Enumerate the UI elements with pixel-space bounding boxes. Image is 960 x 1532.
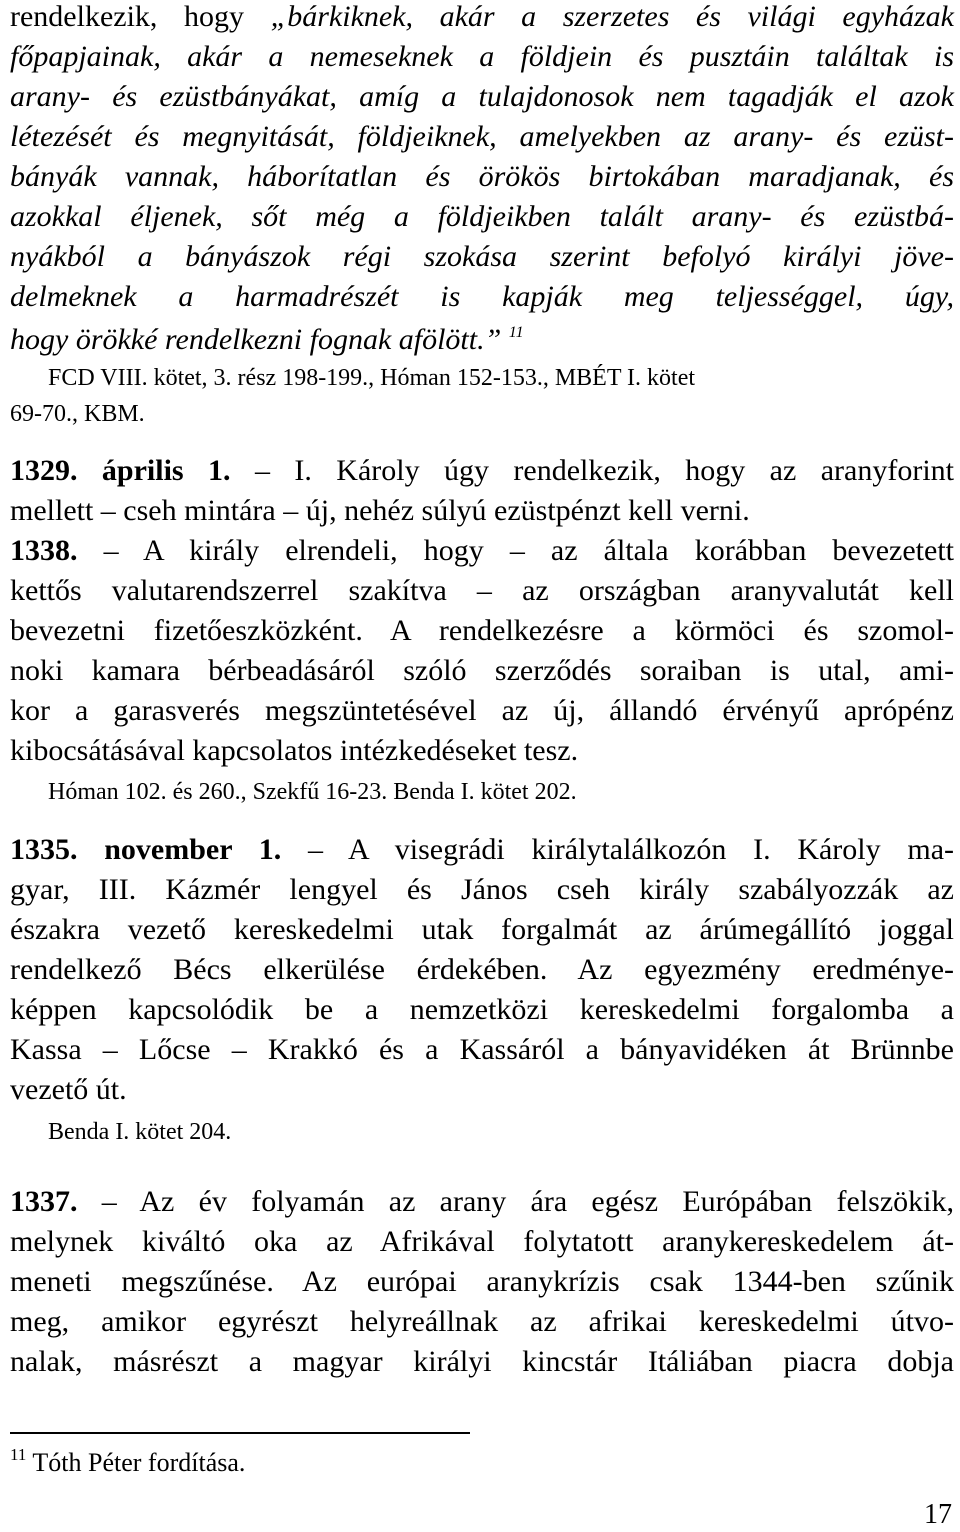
- footnote-number: 11: [10, 1445, 27, 1464]
- entry-line: meneti megszűnése. Az európai aranykrízis csak 1344-ben szűnik: [10, 1265, 954, 1298]
- entry-line: nalak, másrészt a magyar királyi kincstár Itáliában piacra dobja: [10, 1345, 954, 1378]
- entry-line: északra vezető kereskedelmi utak forgalmát az árúmegállító joggal: [10, 913, 954, 946]
- quote-line: [10, 0, 954, 37]
- entry-text: – A király elrendeli, hogy – az általa korábban bevezetett: [77, 534, 954, 567]
- quote-line: bányák vannak, háborítatlan és örökös birtokában maradjanak, és: [10, 160, 954, 193]
- entry-line: kor a garasverés megszüntetésével az új, állandó érvényű aprópénz: [10, 694, 954, 727]
- footnote-divider: [10, 1432, 470, 1434]
- reference-line: Benda I. kötet 204.: [48, 1119, 232, 1145]
- entry-line: mellett – cseh mintára – új, nehéz súlyú ezüstpénzt kell verni.: [10, 494, 750, 527]
- entry-date: 1337.: [10, 1185, 78, 1218]
- entry-line: [10, 1182, 954, 1222]
- entry-line: gyar, III. Kázmér lengyel és János cseh király szabályozzák az: [10, 873, 954, 906]
- entry-text: – I. Károly úgy rendelkezik, hogy az aranyforint: [230, 454, 955, 487]
- footnote-text: Tóth Péter fordítása.: [26, 1448, 246, 1477]
- entry-line: [10, 451, 954, 491]
- quote-line: azokkal éljenek, sőt még a földjeikben talált arany- és ezüstbá-: [10, 200, 954, 233]
- entry-line: meg, amikor egyrészt helyreállnak az afrikai kereskedelmi útvo-: [10, 1305, 954, 1338]
- footnote-marker: 11: [508, 324, 524, 341]
- entry-line: vezető út.: [10, 1073, 127, 1106]
- entry-line: bevezetni fizetőeszközként. A rendelkezésre a körmöci és szomol-: [10, 614, 954, 647]
- quote-line: delmeknek a harmadrészét is kapják meg teljességgel, úgy,: [10, 280, 954, 313]
- entry-date: 1329. április 1.: [10, 454, 231, 487]
- entry-line: kibocsátásával kapcsolatos intézkedéseket tesz.: [10, 734, 579, 767]
- quote-line: arany- és ezüstbányákat, amíg a tulajdonosok nem tagadják el azok: [10, 80, 954, 113]
- quote-prefix: rendelkezik, hogy: [10, 0, 271, 33]
- quote-text: „bárkiknek, akár a szerzetes és világi egyházak: [270, 0, 954, 33]
- quote-end: hogy örökké rendelkezni fognak afölött.”: [10, 323, 502, 356]
- entry-line: Kassa – Lőcse – Krakkó és a Kassáról a bányavidéken át Brünnbe: [10, 1033, 954, 1066]
- entry-text: – Az év folyamán az arany ára egész Európában felszökik,: [77, 1185, 954, 1218]
- reference-line: Hóman 102. és 260., Szekfű 16-23. Benda I. kötet 202.: [48, 779, 577, 805]
- quote-line: nyákból a bányászok régi szokása szerint befolyó királyi jöve-: [10, 240, 954, 273]
- page-number: 17: [924, 1499, 952, 1530]
- entry-date: 1335. november 1.: [10, 833, 282, 866]
- quote-line: [10, 320, 954, 360]
- entry-line: noki kamara bérbeadásáról szóló szerződés soraiban is utal, ami-: [10, 654, 954, 687]
- entry-line: melynek kiváltó oka az Afrikával folytatott aranykereskedelem át-: [10, 1225, 954, 1258]
- quote-line: létezését és megnyitását, földjeiknek, amelyekben az arany- és ezüst-: [10, 120, 954, 153]
- entry-line: képpen kapcsolódik be a nemzetközi kereskedelmi forgalomba a: [10, 993, 954, 1026]
- entry-line: [10, 531, 954, 571]
- entry-date: 1338.: [10, 534, 78, 567]
- reference-line: 69-70., KBM.: [10, 401, 145, 427]
- quote-line: főpapjainak, akár a nemeseknek a földjein és pusztáin találtak is: [10, 40, 954, 73]
- entry-line: rendelkező Bécs elkerülése érdekében. Az egyezmény eredménye-: [10, 953, 954, 986]
- entry-line: [10, 830, 954, 870]
- entry-text: – A visegrádi királytalálkozón I. Károly ma-: [281, 833, 954, 866]
- entry-line: kettős valutarendszerrel szakítva – az országban aranyvalutát kell: [10, 574, 954, 607]
- footnote: [10, 1446, 245, 1480]
- reference-line: FCD VIII. kötet, 3. rész 198-199., Hóman 152-153., MBÉT I. kötet: [48, 365, 696, 391]
